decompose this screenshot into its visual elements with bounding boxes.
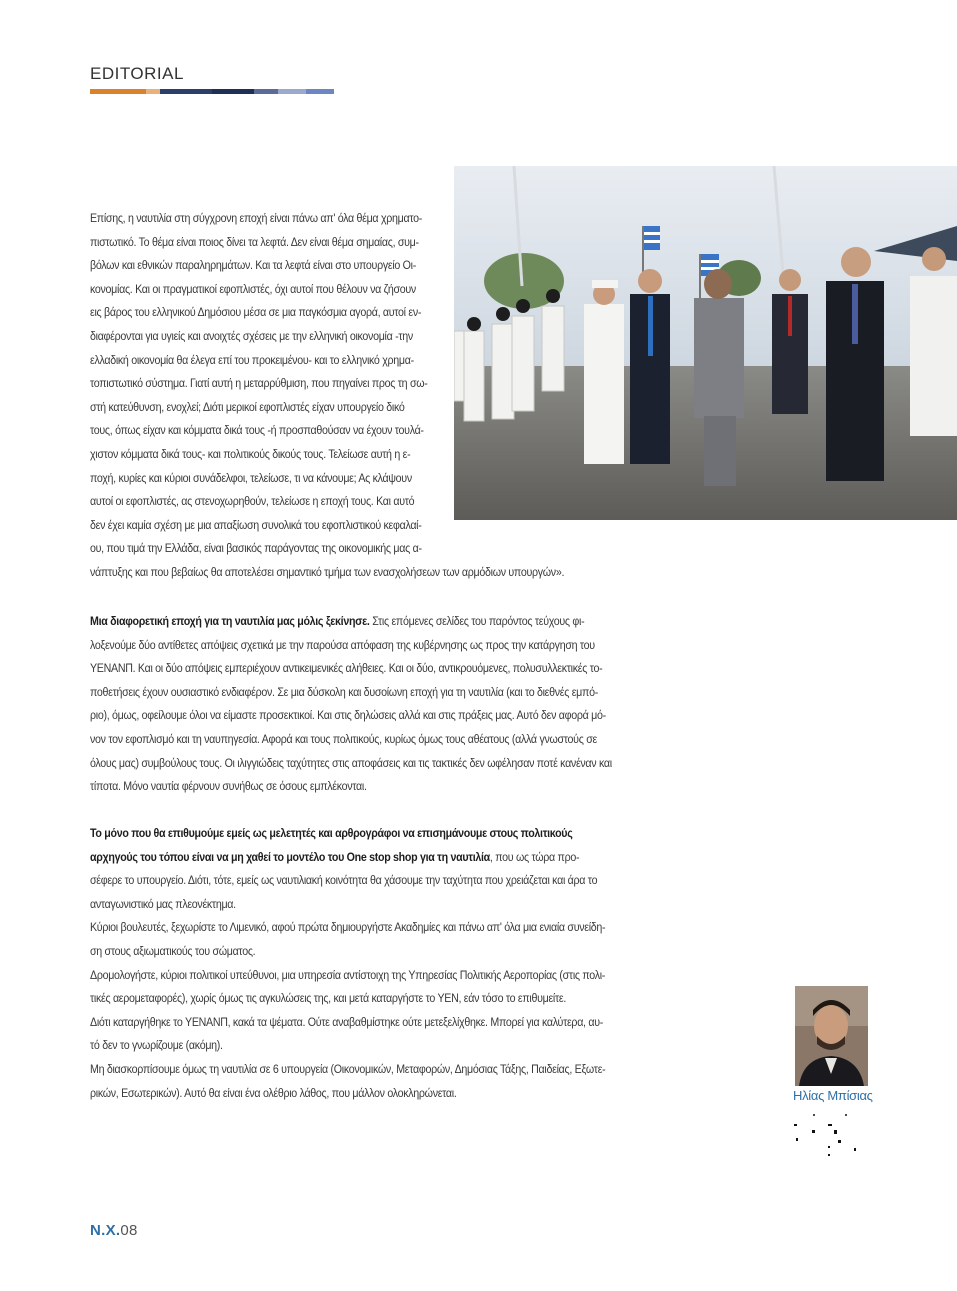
text-line: σέφερε το υπουργείο. Διότι, τότε, εμείς ως ναυτιλιακή κοινότητα θα χάσουμε την ταχύτητα που χρειάζεται και άρα το [90, 873, 598, 888]
lead-text: Το μόνο που θα επιθυμούμε εμείς ως μελετητές και αρθρογράφοι να επισημάνουμε στους πολιτικούς [90, 826, 573, 840]
text-line: ποχή, κυρίες και κύριοι συνάδελφοι, τελείωσε, τι να κάνουμε; Ας κλάψουν [90, 470, 412, 485]
text-line: τίποτα. Μόνο ναυτία φέρνουν συνήθως σε όσους εμπλέκονται. [90, 779, 367, 794]
text-line: στή κατεύθυνση, ενοχλεί; Διότι μερικοί εφοπλιστές είχαν υπουργείο δικό [90, 399, 405, 414]
text-line: εις βάρος του ελληνικού Δημόσιου μέσα σε μια παγκόσμια αγορά, αυτοί εν- [90, 305, 422, 320]
author-portrait [795, 986, 868, 1086]
color-bar-segment [254, 89, 278, 94]
text-line: ΥΕΝΑΝΠ. Και οι δύο απόψεις εμπεριέχουν αντικειμενικές αλήθειες. Και οι δύο, αντικρουόμενες, πολυσυλλεκτικές το- [90, 661, 603, 676]
paragraph-2 [90, 610, 635, 799]
text-line: διαφέρονται για υγιείς και ανοιχτές σχέσεις με την ελληνική οικονομία -την [90, 328, 413, 343]
text-line [90, 610, 635, 634]
text-line: ση στους αξιωματικούς του σώματος. [90, 943, 256, 958]
text-line: ου, που τιμά την Ελλάδα, είναι βασικός παράγοντας της οικονομικής μας α- [90, 541, 422, 556]
text-line: Δρομολογήστε, κύριοι πολιτικοί υπεύθυνοι, μια υπηρεσία αντίστοιχη της Υπηρεσίας Πολιτικής Αεροπορίας (στις πολι- [90, 967, 606, 982]
column-text [90, 207, 565, 585]
text-line: χιστον κόμματα δικά τους- και πολιτικούς δικούς τους. Τελείωσε αυτή η ε- [90, 446, 411, 461]
text-line: όλους μας) συμβούλους τους. Οι ιλιγγιώδεις ταχύτητες στις αποφάσεις και τις τακτικές δεν ωφέλησαν ποτέ κανέναν και [90, 755, 612, 770]
magazine-initials: Ν.Χ. [90, 1222, 121, 1239]
text-line: πιστωτικό. Το θέμα είναι ποιος δίνει τα λεφτά. Δεν είναι θέμα σημαίας, συμ- [90, 234, 419, 249]
color-bar-segment [212, 89, 254, 94]
author-portrait-illustration [795, 986, 868, 1086]
text-line [90, 846, 635, 870]
text-line: ρικών, Εσωτερικών). Αυτό θα είναι ένα ολέθριο λάθος, που μάλλον ολοκληρώνεται. [90, 1085, 457, 1100]
color-bar-segment [278, 89, 306, 94]
text-line: νάπτυξης και που βεβαίως θα αποτελέσει σημαντικό τμήμα των ενασχολήσεων των αρμόδιων υπουργών». [90, 564, 565, 579]
text-line: ανταγωνιστικό μας πλεονέκτημα. [90, 896, 236, 911]
lead-text: Μια διαφορετική εποχή για τη ναυτιλία μας μόλις ξεκίνησε. [90, 614, 370, 628]
text-line: Επίσης, η ναυτιλία στη σύγχρονη εποχή είναι πάνω απ' όλα θέμα χρηματο- [90, 211, 422, 225]
text-line: βόλων και εθνικών παραληρημάτων. Και τα λεφτά είναι στο υπουργείο Οι- [90, 258, 416, 273]
text-line [90, 822, 635, 846]
color-bar-segment [306, 89, 334, 94]
text-line: Κύριοι βουλευτές, ξεχωρίστε το Λιμενικό, αφού πρώτα δημιουργήστε Ακαδημίες και πάνω απ' όλα μια ενιαία συνείδη- [90, 920, 606, 935]
ceremony-photo [454, 166, 957, 520]
color-bar-segment [160, 89, 212, 94]
text-line: ποθετήσεις έχουν ουσιαστικό ενδιαφέρον. Σε μια δύσκολη και δυσοίωνη εποχή για τη ναυτιλία (και το διεθνές εμπό- [90, 684, 598, 699]
text-line: κονομίας. Και οι πραγματικοί εφοπλιστές, όχι αυτοί που θέλουν να ζήσουν [90, 281, 416, 296]
text-line: αυτοί οι εφοπλιστές, ας στενοχωρηθούν, τελείωσε η εποχή τους. Και αυτό [90, 494, 415, 509]
text-run: Στις επόμενες σελίδες του παρόντος τεύχους φι- [369, 614, 585, 628]
text-line: τικές αερομεταφορές), χωρίς όμως τις αγκυλώσεις της, και μετά καταργήστε το ΥΕΝ, εάν τόσο το επιθυμείτε. [90, 991, 567, 1006]
text-line: τοπιστωτικό σύστημα. Γιατί αυτή η μεταρρύθμιση, που πηγαίνει προς τη σω- [90, 376, 428, 391]
color-bar-segment [90, 89, 146, 94]
text-line: νον τον εφοπλισμό και τη ναυπηγεσία. Αφορά και τους πολιτικούς, κυρίως όμως τους αθέατους (αλλά γνωστούς σε [90, 731, 597, 746]
author-name: Ηλίας Μπίσιας [793, 1088, 873, 1103]
text-line: ριο), όμως, οφείλουμε όλοι να είμαστε προσεκτικοί. Και στις δηλώσεις αλλά και στις πράξεις μας. Αυτό δεν αφορά μό- [90, 708, 606, 723]
header-color-bar [90, 89, 334, 94]
section-label: EDITORIAL [90, 64, 184, 83]
text-line: ελλαδική οικονομία θα έλεγα επί του προκειμένου- και το ελληνικό χρημα- [90, 352, 414, 367]
text-line: Μη διασκορπίσουμε όμως τη ναυτιλία σε 6 υπουργεία (Οικονομικών, Μεταφορών, Δημόσιας Τάξης, Παιδείας, Εξωτε- [90, 1061, 606, 1076]
text-line: δεν έχει καμία σχέση με μια απαξίωση συνολικά του εφοπλιστικού κεφαλαί- [90, 517, 422, 532]
text-line: λοξενούμε δύο αντίθετες απόψεις σχετικά με την παρούσα απόφαση της κυβέρνησης ως προς την κατάργηση του [90, 637, 595, 652]
color-bar-segment [146, 89, 160, 94]
text-line: τους, όπως είχαν και κόμματα δικά τους -ή προσπαθούσαν να έχουν τουλά- [90, 423, 424, 438]
page-number-value: 08 [120, 1222, 138, 1239]
paragraph-3 [90, 822, 635, 1105]
signature-icon [790, 1110, 870, 1158]
lead-text: αρχηγούς του τόπου είναι να μη χαθεί το μοντέλο του One stop shop για τη ναυτιλία [90, 849, 490, 864]
page-number [90, 1222, 138, 1239]
text-line: Διότι καταργήθηκε το ΥΕΝΑΝΠ, κακά τα ψέματα. Ούτε αναβαθμίστηκε ούτε μετεξελίχθηκε. Μπορεί για καλύτερα, αυ- [90, 1014, 604, 1029]
ceremony-photo-illustration [454, 166, 957, 520]
text-line: τό δεν το γνωρίζουμε (ακόμη). [90, 1038, 223, 1053]
text-run: , που ως τώρα προ- [489, 849, 580, 864]
